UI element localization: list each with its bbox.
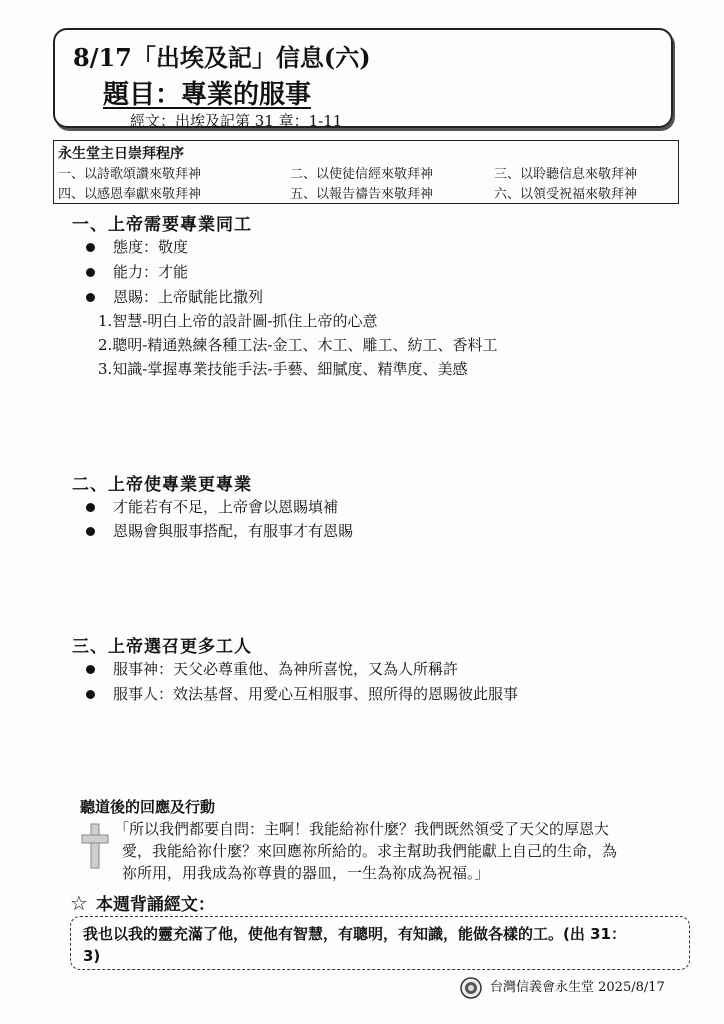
church-seal-icon (460, 977, 482, 999)
bullet-icon (86, 268, 95, 277)
memory-verse-line: 我也以我的靈充滿了他，使他有智慧，有聰明，有知識，能做各樣的工。(出 31： (83, 925, 626, 943)
footer (460, 976, 665, 999)
bullet-text: 恩賜會與服事搭配，有服事才有恩賜 (113, 522, 354, 540)
bullet-text: 服事人：效法基督、用愛心互相服事、照所得的恩賜彼此服事 (113, 685, 519, 703)
bullet-item (86, 683, 518, 704)
worship-order-item: 二、以使徒信經來敬拜神 (290, 167, 434, 182)
memory-verse-heading-text: 本週背誦經文： (95, 895, 215, 915)
worship-order-item: 六、以領受祝福來敬拜神 (494, 187, 638, 202)
bullet-item (86, 496, 338, 517)
bullet-item (86, 658, 458, 679)
bullet-text: 態度：敬度 (113, 238, 189, 256)
response-heading: 聽道後的回應及行動 (80, 798, 216, 816)
worship-order-item: 三、以聆聽信息來敬拜神 (494, 167, 638, 182)
worship-order-item: 四、以感恩奉獻來敬拜神 (58, 187, 202, 202)
bullet-icon (86, 665, 95, 674)
bullet-icon (86, 503, 95, 512)
bullet-text: 才能若有不足，上帝會以恩賜填補 (113, 498, 339, 516)
bullet-item (86, 286, 263, 307)
cross-icon (80, 822, 110, 870)
response-line: 「所以我們都要自問：主啊！我能給祢什麼？我們既然領受了天父的厚恩大 (114, 820, 610, 838)
bullet-icon (86, 527, 95, 536)
page-title: 8/17「出埃及記」信息(六) (73, 43, 371, 72)
star-icon: ☆ (70, 891, 88, 915)
memory-verse-line: 3) (83, 947, 101, 965)
memory-verse-heading (70, 890, 215, 915)
section-heading: 一、上帝需要專業同工 (72, 215, 252, 235)
bullet-text: 服事神：天父必尊重他、為神所喜悅，又為人所稱許 (113, 660, 459, 678)
scripture-reference: 經文：出埃及記第 31 章：1-11 (130, 112, 343, 130)
memory-verse-box (70, 916, 690, 970)
response-line: 愛，我能給祢什麼？來回應祢所給的。求主幫助我們能獻上自己的生命，為 (122, 842, 618, 860)
sermon-subject: 題目：專業的服事 (103, 80, 312, 110)
title-box (53, 28, 673, 128)
bullet-text: 恩賜：上帝賦能比撒列 (113, 288, 264, 306)
bullet-icon (86, 293, 95, 302)
bullet-item (86, 520, 353, 541)
worship-order-item: 五、以報告禱告來敬拜神 (290, 187, 434, 202)
bullet-text: 能力：才能 (113, 263, 189, 281)
response-line: 祢所用，用我成為祢尊貴的器皿，一生為祢成為祝福。」 (122, 864, 490, 882)
worship-order-item: 一、以詩歌頌讚來敬拜神 (58, 167, 202, 182)
worship-order-box (53, 140, 679, 204)
numbered-item: 2.聰明-精通熟練各種工法-金工、木工、雕工、紡工、香料工 (98, 336, 498, 354)
response-text (114, 818, 684, 884)
footer-text: 台灣信義會永生堂 2025/8/17 (490, 980, 665, 995)
bullet-item (86, 261, 188, 282)
bullet-item (86, 236, 188, 257)
numbered-item: 3.知識-掌握專業技能手法-手藝、細膩度、精準度、美感 (98, 360, 468, 378)
numbered-item: 1.智慧-明白上帝的設計圖-抓住上帝的心意 (98, 312, 378, 330)
worship-order-heading: 永生堂主日崇拜程序 (58, 146, 184, 162)
bullet-icon (86, 690, 95, 699)
section-heading: 三、上帝選召更多工人 (72, 637, 252, 657)
section-heading: 二、上帝使專業更專業 (72, 475, 252, 495)
bullet-icon (86, 243, 95, 252)
